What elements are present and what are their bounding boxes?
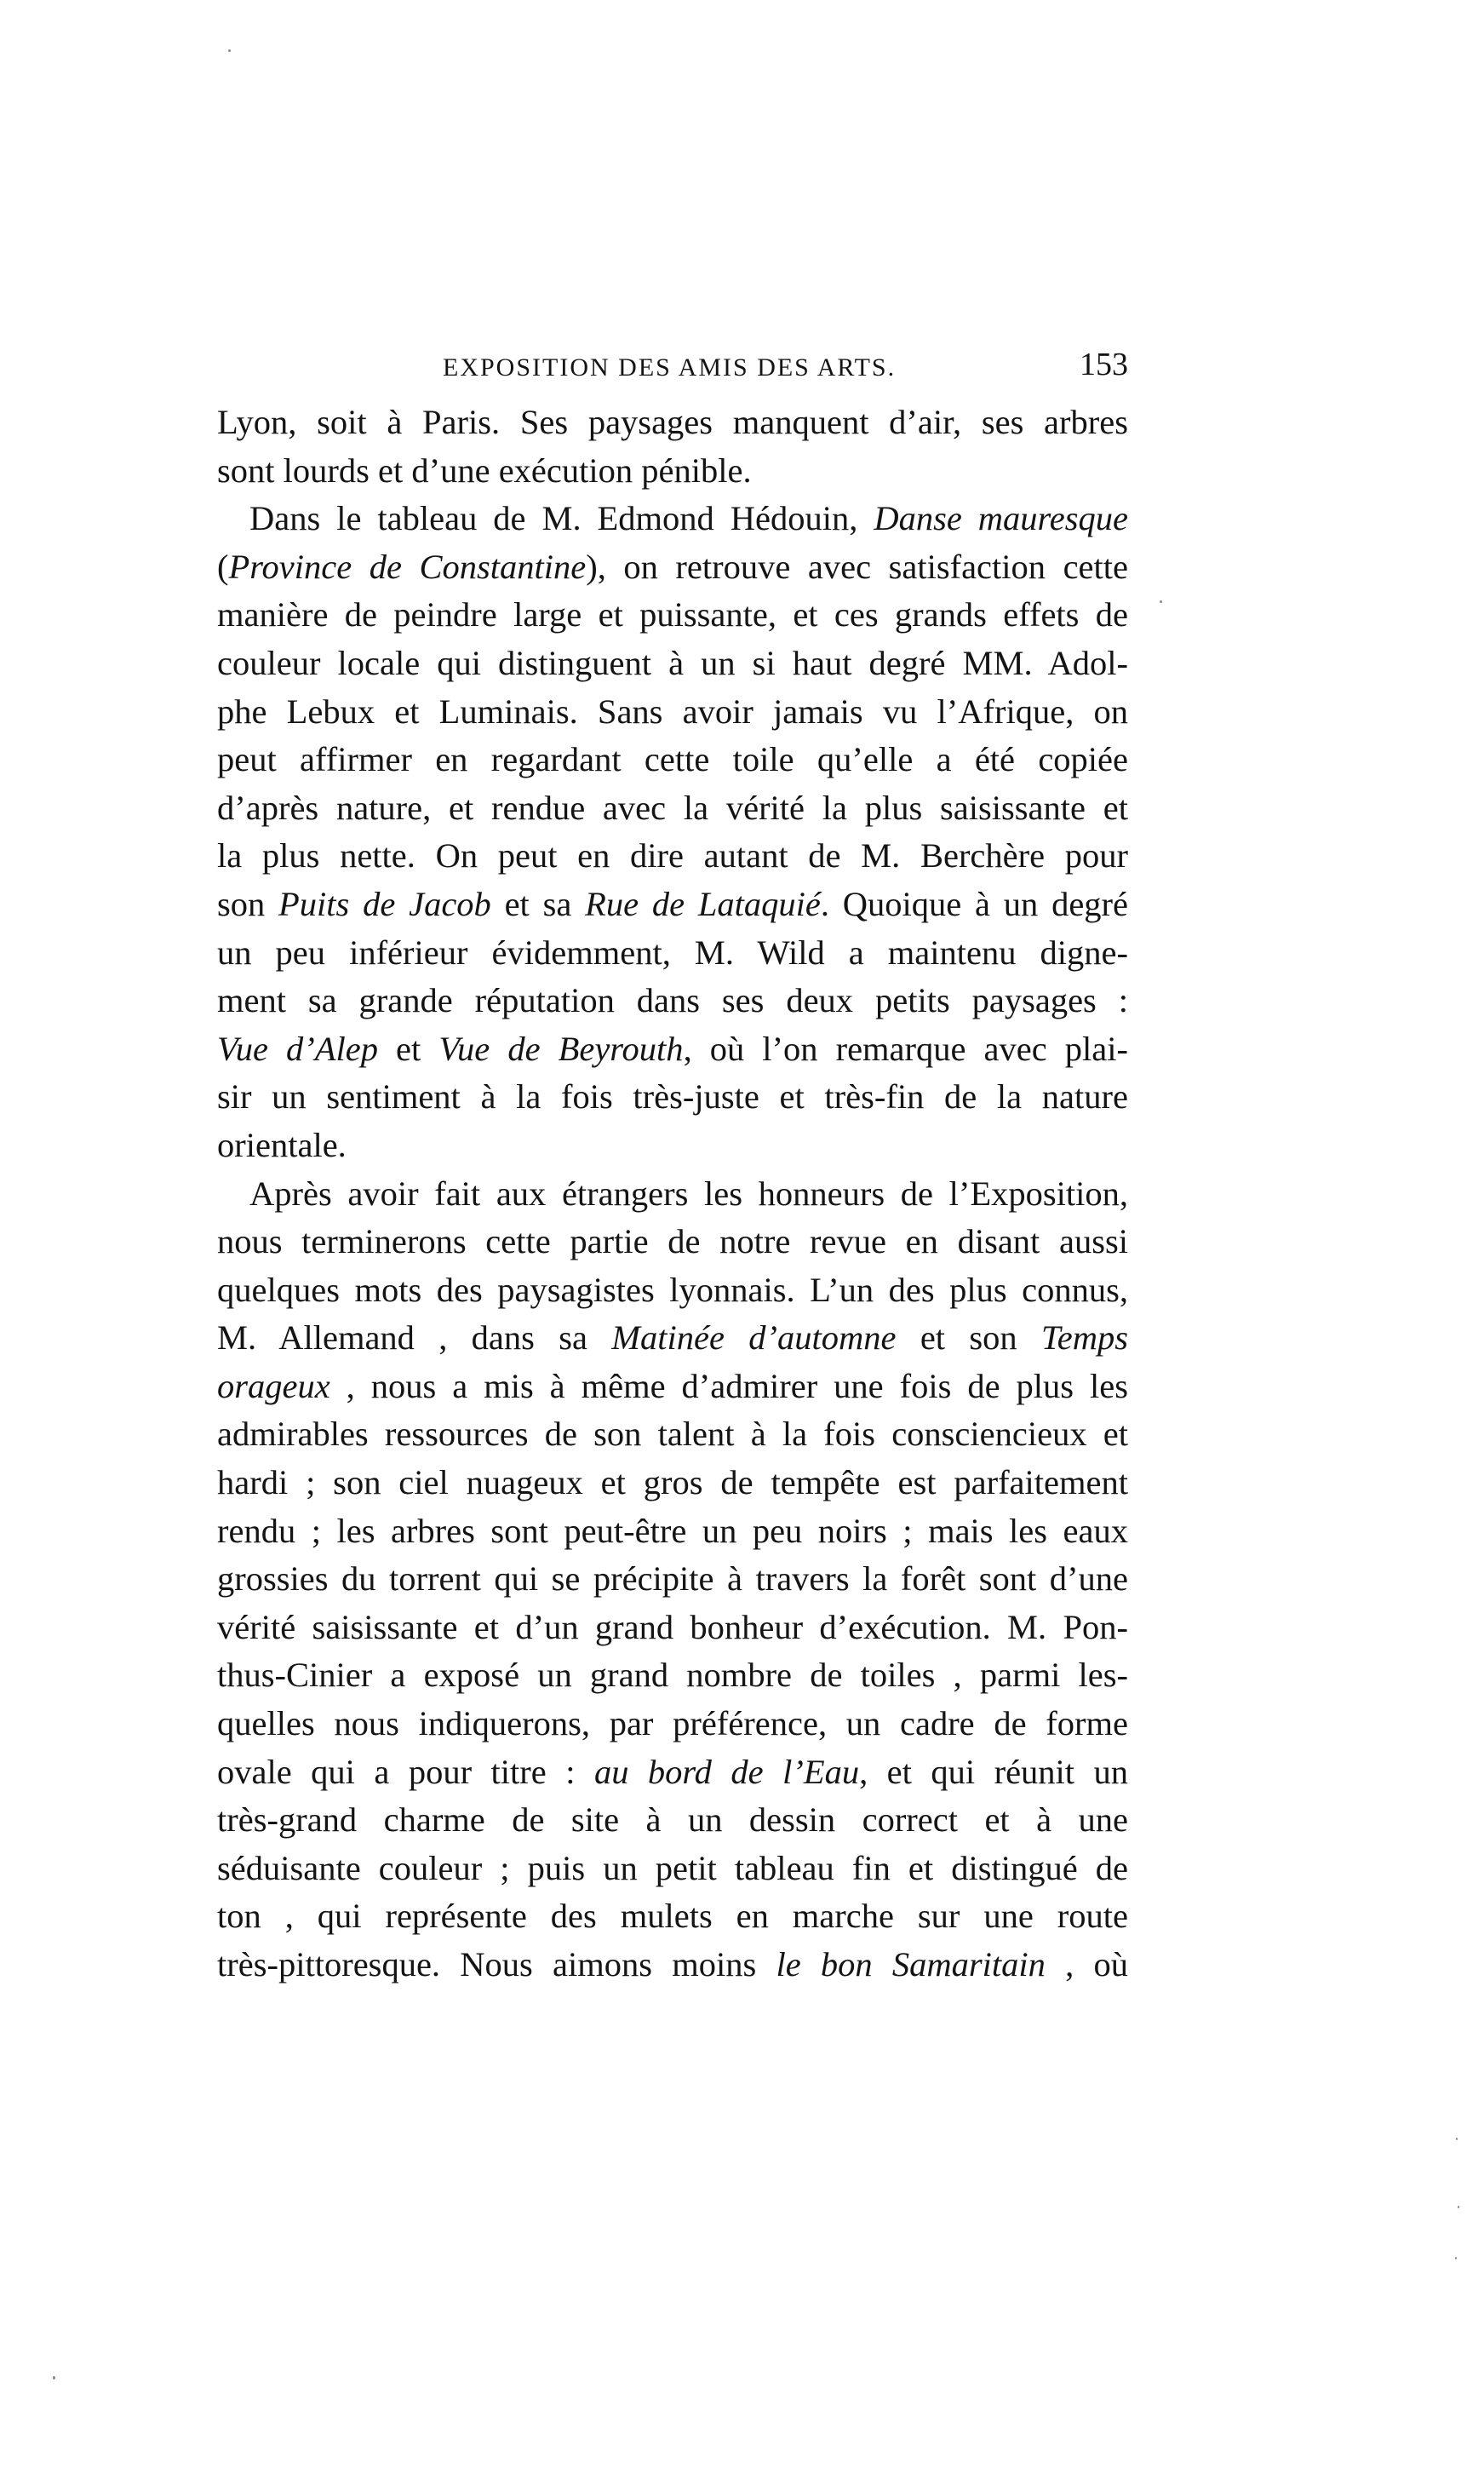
text-run: couleur locale qui distinguent à un si haut degré MM. Adol- xyxy=(217,643,1128,682)
text-run: sont lourds et d’une exécution pénible. xyxy=(217,451,752,490)
text-run: Dans le tableau de M. Edmond Hédouin, xyxy=(249,499,874,538)
text-line xyxy=(217,447,1128,496)
text-run: orientale. xyxy=(217,1125,347,1164)
text-line xyxy=(217,1025,1128,1074)
text-run: d’après nature, et rendue avec la vérité la plus saisissante et xyxy=(217,788,1128,827)
text-run: ( xyxy=(217,547,229,586)
text-run: vérité saisissante et d’un grand bonheur d’exécution. M. Pon- xyxy=(217,1607,1128,1646)
text-run: séduisante couleur ; puis un petit tableau fin et distingué de xyxy=(217,1848,1128,1887)
text-run: un peu inférieur évidemment, M. Wild a maintenu digne- xyxy=(217,933,1128,972)
text-run: M. Allemand , dans sa xyxy=(217,1318,612,1358)
text-run: admirables ressources de son talent à la fois consciencieux et xyxy=(217,1415,1128,1454)
text-run: et sa xyxy=(490,884,586,923)
text-run: , où xyxy=(1045,1945,1128,1983)
italic-title: Puits de Jacob xyxy=(278,884,491,923)
text-run: ment sa grande réputation dans ses deux petits paysages : xyxy=(217,981,1128,1020)
text-line xyxy=(217,1266,1128,1315)
text-run: quelles nous indiquerons, par préférence, un cadre de forme xyxy=(217,1704,1128,1743)
text-line xyxy=(217,640,1128,688)
text-line xyxy=(217,591,1128,640)
text-run: rendu ; les arbres sont peut-être un peu noirs ; mais les eaux xyxy=(217,1511,1128,1550)
text-line xyxy=(217,929,1128,978)
text-line xyxy=(217,1314,1128,1363)
text-run: , nous a mis à même d’admirer une fois de plus les xyxy=(329,1366,1128,1405)
text-run: phe Lebux et Luminais. Sans avoir jamais vu l’Afrique, on xyxy=(217,692,1128,731)
scan-speck xyxy=(1160,600,1162,603)
text-line xyxy=(217,1892,1128,1941)
text-line xyxy=(217,1555,1128,1604)
text-run: et xyxy=(377,1029,439,1068)
scan-speck xyxy=(1458,2206,1459,2208)
text-run: manière de peindre large et puissante, et ces grands effets de xyxy=(217,595,1128,634)
scan-speck xyxy=(53,2376,55,2380)
text-line xyxy=(217,1796,1128,1845)
text-run: , et qui réunit un xyxy=(859,1752,1128,1791)
text-line xyxy=(217,832,1128,881)
text-line xyxy=(217,1122,1128,1170)
text-line xyxy=(217,543,1128,592)
text-line xyxy=(217,1363,1128,1411)
text-run: thus-Cinier a exposé un grand nombre de toiles , parmi les- xyxy=(217,1656,1128,1695)
running-title: EXPOSITION DES AMIS DES ARTS. xyxy=(443,353,897,382)
text-line xyxy=(217,1459,1128,1507)
text-line xyxy=(217,1410,1128,1459)
text-line xyxy=(217,1073,1128,1122)
text-run: peut affirmer en regardant cette toile qu’elle a été copiée xyxy=(217,740,1128,779)
text-run: la plus nette. On peut en dire autant de M. Berchère pour xyxy=(217,836,1128,875)
text-run: , où l’on remarque avec plai- xyxy=(683,1029,1128,1068)
text-run: quelques mots des paysagistes lyonnais. L’un des plus connus, xyxy=(217,1270,1128,1309)
text-line xyxy=(217,1748,1128,1797)
text-run: nous terminerons cette partie de notre revue en disant aussi xyxy=(217,1222,1128,1261)
text-run: hardi ; son ciel nuageux et gros de tempête est parfaitement xyxy=(217,1463,1128,1502)
text-run: sir un sentiment à la fois très-juste et très-fin de la nature xyxy=(217,1077,1128,1117)
text-run: . Quoique à un degré xyxy=(820,884,1128,923)
text-line xyxy=(217,1604,1128,1652)
text-run: ), on retrouve avec satisfaction cette xyxy=(586,547,1128,586)
text-run: grossies du torrent qui se précipite à travers la forêt sont d’une xyxy=(217,1559,1128,1599)
text-line xyxy=(217,784,1128,833)
text-line xyxy=(217,1218,1128,1266)
text-run: et son xyxy=(896,1318,1041,1358)
text-line xyxy=(217,1507,1128,1556)
italic-title: Danse mauresque xyxy=(874,499,1128,538)
scan-speck xyxy=(1455,2257,1457,2259)
italic-title: Vue d’Alep xyxy=(217,1029,378,1068)
text-line xyxy=(217,399,1128,447)
text-line xyxy=(217,1845,1128,1893)
text-line xyxy=(217,1651,1128,1700)
text-run: très-grand charme de site à un dessin correct et à une xyxy=(217,1800,1128,1840)
italic-title: orageux xyxy=(217,1366,330,1405)
text-run: Lyon, soit à Paris. Ses paysages manquent d’air, ses arbres xyxy=(217,403,1128,441)
scan-speck xyxy=(228,49,231,52)
scan-speck xyxy=(1456,2138,1458,2140)
italic-title: le bon Samaritain xyxy=(776,1945,1046,1983)
text-line xyxy=(217,1700,1128,1748)
italic-title: Province de Constantine xyxy=(228,547,587,586)
text-line xyxy=(217,736,1128,784)
text-line xyxy=(217,688,1128,737)
text-line xyxy=(217,1941,1128,1989)
text-line xyxy=(217,1170,1128,1219)
italic-title: Temps xyxy=(1040,1318,1128,1358)
page-number: 153 xyxy=(1080,347,1128,382)
italic-title: Matinée d’automne xyxy=(611,1318,897,1358)
text-run: Après avoir fait aux étrangers les honneurs de l’Exposition, xyxy=(249,1174,1128,1213)
running-head xyxy=(217,341,1128,392)
text-line xyxy=(217,977,1128,1025)
text-line xyxy=(217,495,1128,543)
italic-title: au bord de l’Eau xyxy=(593,1752,860,1791)
text-run: ovale qui a pour titre : xyxy=(217,1752,594,1791)
text-line xyxy=(217,881,1128,929)
body-text xyxy=(217,399,1128,1989)
italic-title: Vue de Beyrouth xyxy=(438,1029,684,1068)
text-run: son xyxy=(217,884,279,923)
text-run: très-pittoresque. Nous aimons moins xyxy=(217,1945,776,1983)
text-run: ton , qui représente des mulets en marche sur une route xyxy=(217,1897,1128,1936)
italic-title: Rue de Lataquié xyxy=(585,884,821,923)
